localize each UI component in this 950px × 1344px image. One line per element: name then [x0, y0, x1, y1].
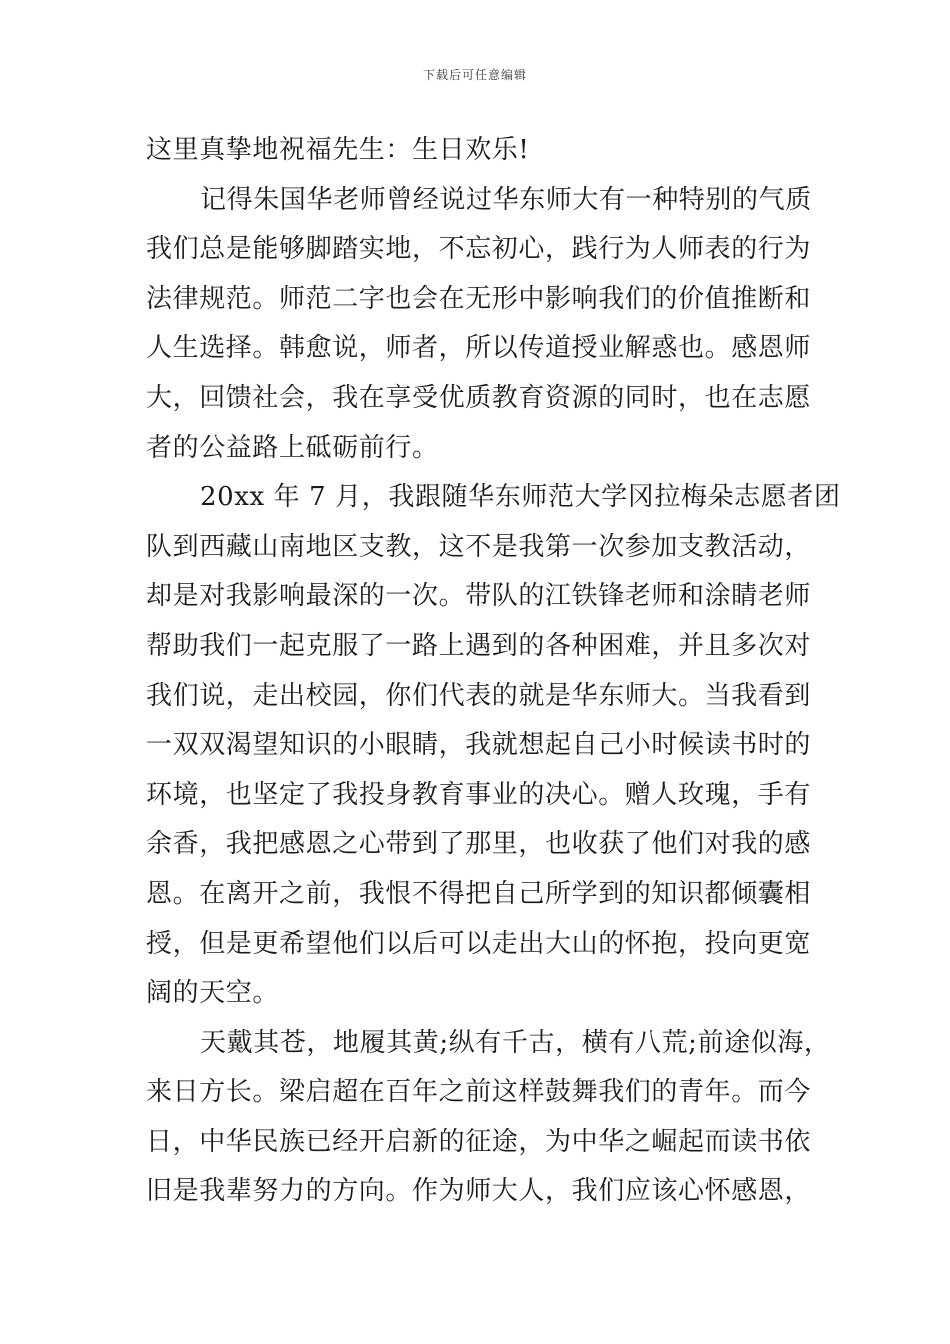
text-line: 法律规范。师范二字也会在无形中影响我们的价值推断和: [146, 283, 812, 314]
text-line: 帮助我们一起克服了一路上遇到的各种困难，并且多次对: [146, 630, 812, 661]
text-line: 这里真挚地祝福先生：生日欢乐!: [146, 135, 530, 165]
text-line: 余香，我把感恩之心带到了那里，也收获了他们对我的感: [146, 829, 812, 860]
text-line: 大，回馈社会，我在享受优质教育资源的同时，也在志愿: [146, 382, 812, 413]
text-line: 一双双渴望知识的小眼睛，我就想起自己小时候读书时的: [146, 730, 812, 761]
text-line: 却是对我影响最深的一次。带队的江铁锋老师和涂睛老师: [146, 581, 812, 612]
page-header: 下载后可任意编辑: [422, 68, 527, 82]
text-line: 天戴其苍，地履其黄;纵有千古，横有八荒;前途似海，: [200, 1027, 831, 1058]
text-line: 人生选择。韩愈说，师者，所以传道授业解惑也。感恩师: [146, 333, 812, 364]
text-line: 队到西藏山南地区支教，这不是我第一次参加支教活动，: [146, 531, 812, 562]
text-line: 阔的天空。: [146, 978, 280, 1009]
text-line: 20xx 年 7 月，我跟随华东师范大学冈拉梅朵志愿者团: [200, 482, 841, 513]
text-line: 我们说，走出校园，你们代表的就是华东师大。当我看到: [146, 680, 812, 711]
text-line: 者的公益路上砥砺前行。: [146, 432, 439, 463]
text-line: 记得朱国华老师曾经说过华东师大有一种特别的气质: [200, 184, 812, 215]
text-line: 日，中华民族已经开启新的征途，为中华之崛起而读书依: [146, 1126, 812, 1157]
text-line: 来日方长。梁启超在百年之前这样鼓舞我们的青年。而今: [146, 1077, 812, 1108]
text-line: 环境，也坚定了我投身教育事业的决心。赠人玫瑰，手有: [146, 779, 812, 810]
text-line: 恩。在离开之前，我恨不得把自己所学到的知识都倾囊相: [146, 878, 812, 909]
text-line: 授，但是更希望他们以后可以走出大山的怀抱，投向更宽: [146, 928, 812, 959]
document-body: [146, 126, 841, 1217]
text-line: 旧是我辈努力的方向。作为师大人，我们应该心怀感恩，: [146, 1176, 812, 1207]
text-line: 我们总是能够脚踏实地，不忘初心，践行为人师表的行为: [146, 234, 812, 265]
